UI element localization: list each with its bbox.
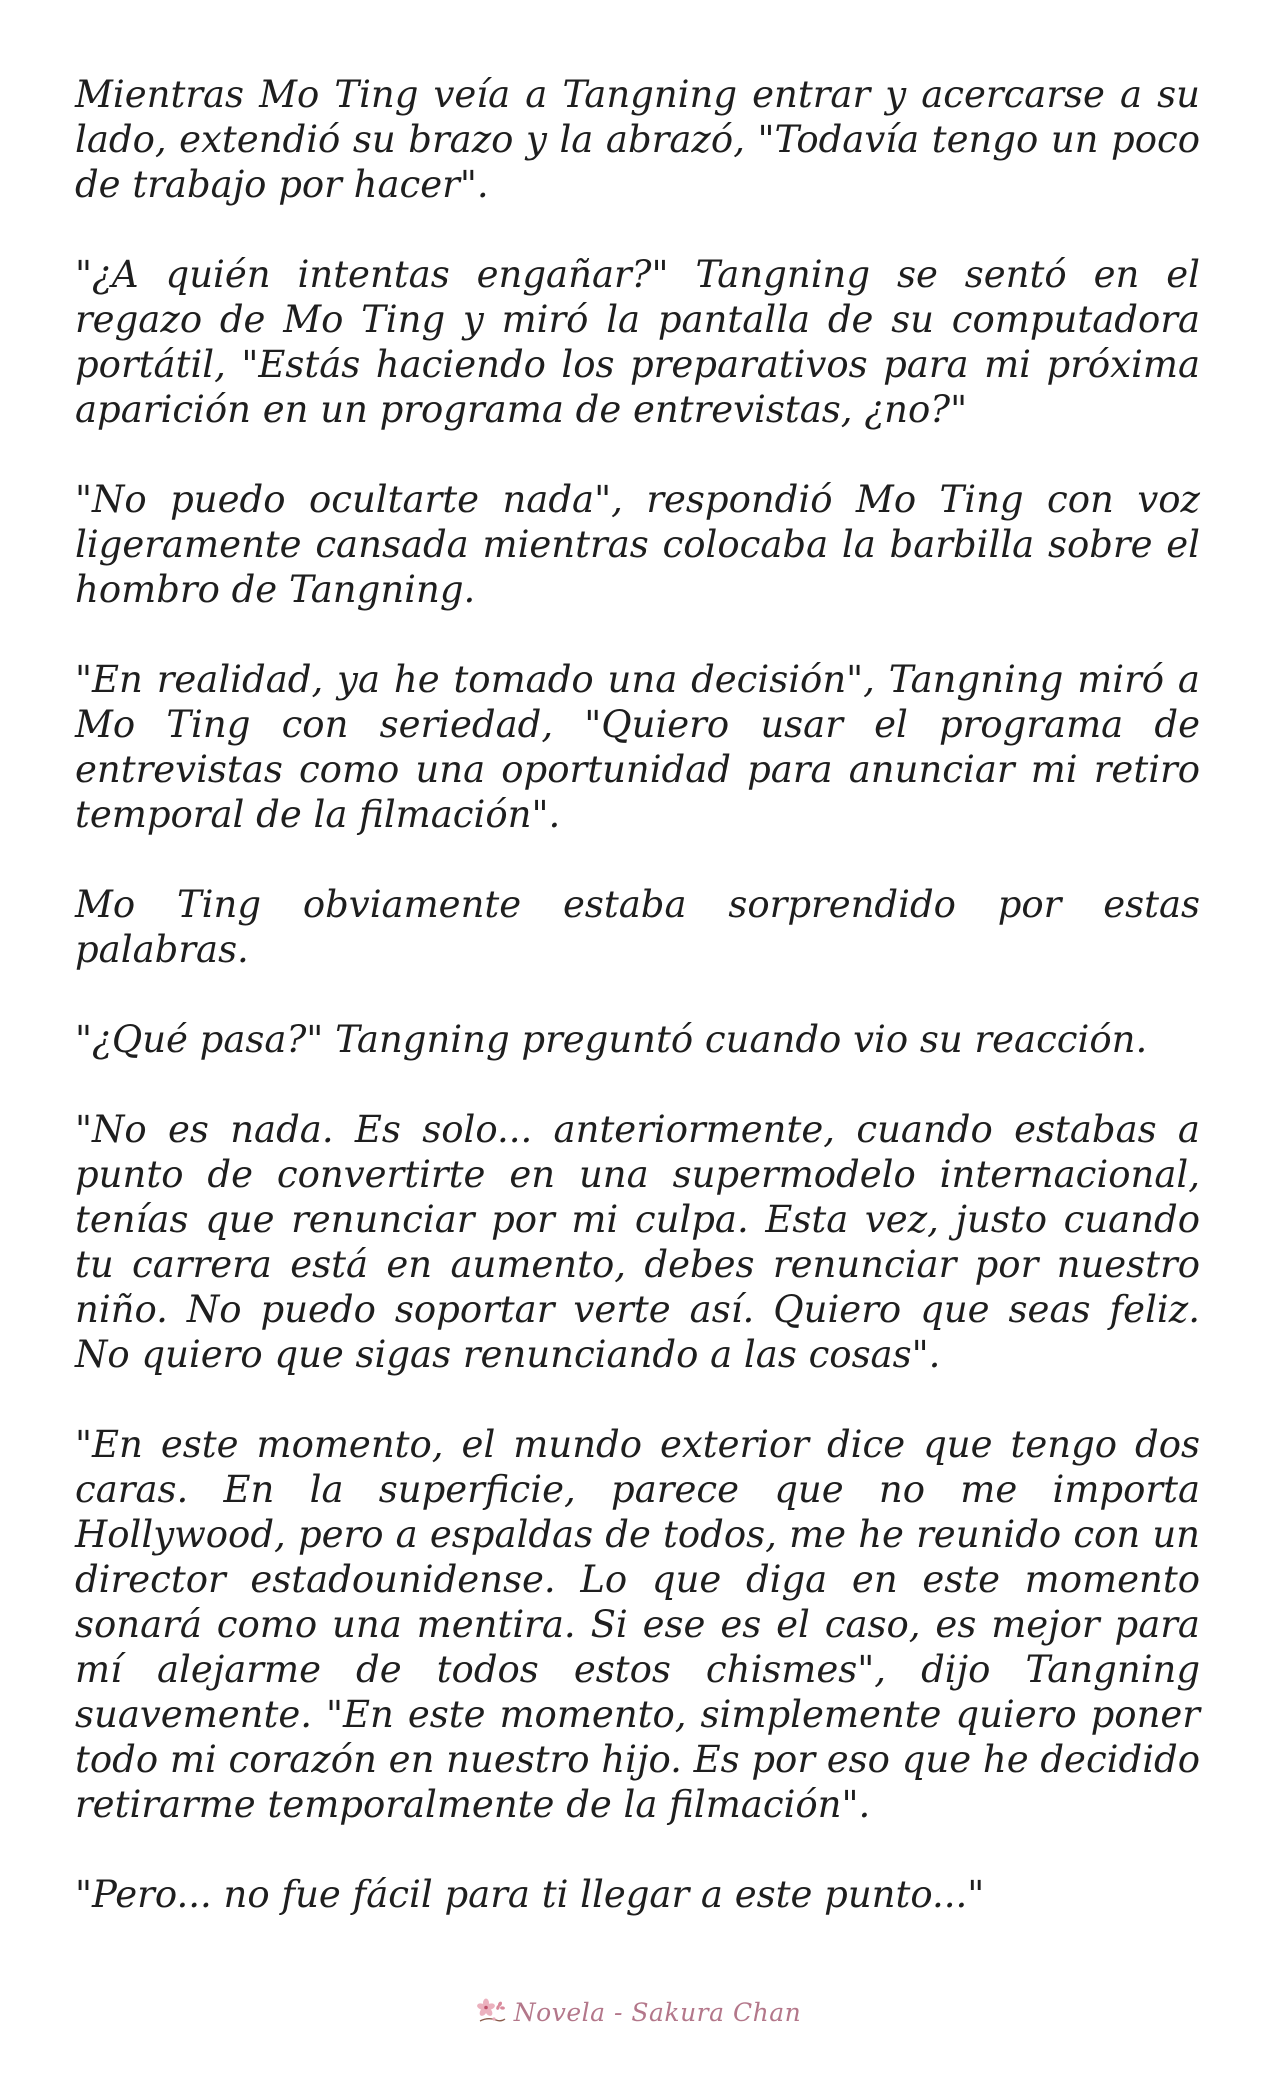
paragraph-6: "¿Qué pasa?" Tangning preguntó cuando vio su reacción.: [75, 1018, 1148, 1061]
paragraph-7: "No es nada. Es solo... anteriormente, cuando estabas a punto de convertirte en una supermodelo internacional, tenías que renunciar por mi culpa. Esta vez, justo cuando tu carrera está en aumento, debes renunciar por nuestro niño. No puedo soportar verte así. Quiero que seas feliz. No quiero que sigas renunciando a las cosas".: [75, 1108, 1200, 1376]
paragraph-3: "No puedo ocultarte nada", respondió Mo Ting con voz ligeramente cansada mientras colocaba la barbilla sobre el hombro de Tangning.: [75, 478, 1200, 611]
paragraph-1: Mientras Mo Ting veía a Tangning entrar y acercarse a su lado, extendió su brazo y la abrazó, "Todavía tengo un poco de trabajo por hacer".: [75, 73, 1200, 206]
paragraph-8: "En este momento, el mundo exterior dice que tengo dos caras. En la superficie, parece que no me importa Hollywood, pero a espaldas de todos, me he reunido con un director estadounidense. Lo que diga en este momento sonará como una mentira. Si ese es el caso, es mejor para mí alejarme de todos estos chismes", dijo Tangning suavemente. "En este momento, simplemente quiero poner todo mi corazón en nuestro hijo. Es por eso que he decidido retirarme temporalmente de la filmación".: [75, 1423, 1200, 1826]
paragraph-4: "En realidad, ya he tomado una decisión", Tangning miró a Mo Ting con seriedad, "Quiero usar el programa de entrevistas como una oportunidad para anunciar mi retiro temporal de la filmación".: [75, 658, 1200, 836]
paragraph-9: "Pero... no fue fácil para ti llegar a este punto...": [75, 1873, 985, 1916]
watermark: [0, 1992, 1275, 2032]
sakura-blossom-icon: [474, 1995, 508, 2029]
story-text: [75, 72, 1200, 1917]
paragraph-5: Mo Ting obviamente estaba sorprendido por estas palabras.: [75, 883, 1200, 971]
paragraph-2: "¿A quién intentas engañar?" Tangning se sentó en el regazo de Mo Ting y miró la pantalla de su computadora portátil, "Estás haciendo los preparativos para mi próxima aparición en un programa de entrevistas, ¿no?": [75, 253, 1200, 431]
watermark-text: Novela - Sakura Chan: [513, 1997, 802, 2027]
